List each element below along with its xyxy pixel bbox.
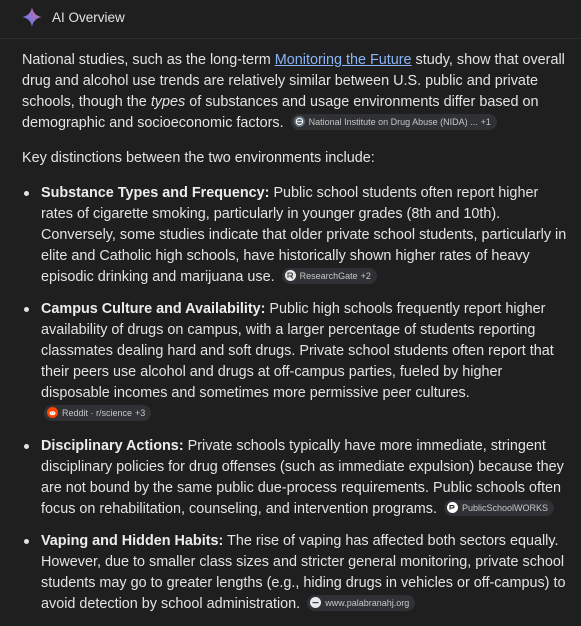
item-body: The rise of vaping has affected both sectors equally. However, due to smaller class sizes and stricter general monitoring, private school students may go to greater lengths (e.g., hiding drugs in vehicles or off-campus) to avoid detection by school administration. [41, 533, 566, 612]
list-item [22, 183, 570, 288]
item-body: Public high schools frequently report higher availability of drugs on campus, with a larger percentage of students reporting classmates dealing hard and soft drugs. Private school students often report that their peers use alcohol and drugs at off-campus parties, fueled by higher disposable incomes and sometimes more permissive peer cultures. [41, 301, 554, 401]
intro-text-3: of substances and usage environments differ based on demographic and socioeconomic factors. [22, 94, 539, 131]
source-chip-reddit[interactable] [44, 405, 151, 421]
item-title: Campus Culture and Availability: [41, 301, 266, 317]
item-title: Vaping and Hidden Habits: [41, 533, 224, 549]
source-chip-nida[interactable] [291, 114, 497, 130]
distinctions-list [22, 183, 570, 615]
source-chip-extra: +2 [360, 270, 371, 281]
intro-text-2: study, show that overall drug and alcohol use trends are relatively similar between U.S. public and private schools, though the [22, 52, 565, 110]
item-body: Public school students often report higher rates of cigarette smoking, particularly in younger grades (8th and 10th). Conversely, some studies indicate that older private school students, particularly in elite and Catholic high schools, have historically shown higher rates of heavy episodic drinking and marijuana use. [41, 185, 567, 285]
source-chip-label: PublicSchoolWORKS [461, 502, 549, 513]
bullet-dot [24, 307, 29, 312]
ai-overview-title: AI Overview [52, 9, 125, 25]
bullet-dot [24, 539, 29, 544]
intro-emphasis: types [150, 94, 186, 110]
source-chip-publicschoolworks[interactable] [444, 500, 554, 516]
item-title: Disciplinary Actions: [41, 438, 184, 454]
publicschoolworks-icon [447, 502, 458, 513]
source-chip-extra: +1 [480, 116, 491, 127]
nida-icon [294, 116, 305, 127]
source-chip-label: National Institute on Drug Abuse (NIDA) ... [308, 116, 478, 127]
item-title: Substance Types and Frequency: [41, 185, 270, 201]
monitoring-the-future-link[interactable]: Monitoring the Future [274, 52, 412, 68]
reddit-icon [47, 407, 58, 418]
intro-text-1: National studies, such as the long-term [22, 52, 275, 68]
source-chip-label: ResearchGate [299, 270, 358, 281]
overview-content [22, 50, 570, 626]
source-chip-researchgate[interactable] [282, 268, 377, 284]
item-body: Private schools typically have more immediate, stringent disciplinary policies for drug offenses (such as immediate expulsion) because they are not bound by the same public due-process requirements. Public schools often focus on rehabilitation, counseling, and intervention programs. [41, 438, 564, 517]
intro-paragraph [22, 50, 570, 134]
ai-overview-header [22, 5, 125, 29]
globe-icon [310, 597, 321, 608]
researchgate-icon [285, 270, 296, 281]
source-chip-extra: +3 [135, 407, 146, 418]
list-item [22, 436, 570, 520]
bullet-dot [24, 444, 29, 449]
sparkle-icon [22, 7, 42, 27]
lead-in-paragraph: Key distinctions between the two environments include: [22, 150, 375, 166]
source-chip-palabranahj[interactable] [307, 595, 415, 611]
list-item [22, 299, 570, 425]
bullet-dot [24, 191, 29, 196]
list-item [22, 531, 570, 615]
header-divider [0, 38, 581, 39]
source-chip-label: www.palabranahj.org [325, 597, 410, 608]
source-chip-label: Reddit · r/science [62, 407, 133, 418]
